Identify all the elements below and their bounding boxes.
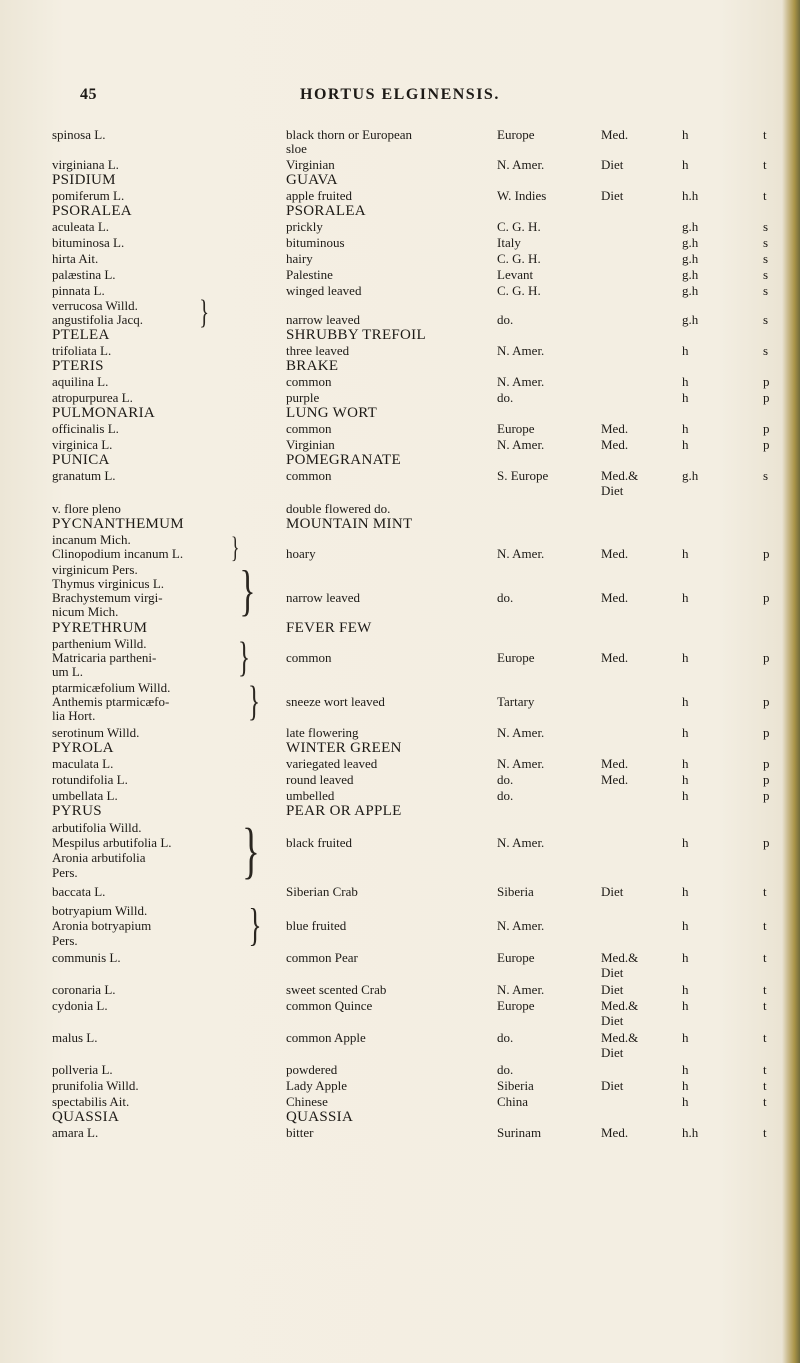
common-name: Siberian Crab [286, 884, 358, 899]
botanical-name: aculeata L. [52, 219, 110, 234]
genus-common-name: GUAVA [286, 172, 338, 188]
botanical-name: Brachystemum virgi- [52, 590, 163, 605]
duration: p [763, 374, 770, 389]
native-country: Surinam [497, 1125, 542, 1140]
culture: h [682, 374, 689, 389]
common-name: blue fruited [286, 918, 347, 933]
common-name: Palestine [286, 267, 333, 282]
native-country: N. Amer. [497, 835, 545, 850]
botanical-name: pollveria L. [52, 1062, 113, 1077]
duration: s [763, 312, 769, 327]
native-country: do. [497, 390, 514, 405]
native-country: do. [497, 1062, 514, 1077]
native-country: W. Indies [497, 188, 547, 203]
native-country: Tartary [497, 694, 535, 709]
genus-common-name: WINTER GREEN [286, 740, 402, 756]
use: Diet [601, 188, 624, 203]
culture: h [682, 157, 689, 172]
botanical-name: Matricaria partheni- [52, 650, 157, 665]
botanical-name: trifoliata L. [52, 343, 112, 358]
native-country: N. Amer. [497, 374, 545, 389]
duration: t [763, 998, 767, 1013]
use: Med.& [601, 998, 639, 1013]
common-name: bituminous [286, 235, 345, 250]
genus-common-name: PSORALEA [286, 203, 366, 219]
duration: t [763, 1094, 767, 1109]
botanical-name: cydonia L. [52, 998, 108, 1013]
use: Med. [601, 127, 629, 142]
common-name: variegated leaved [286, 756, 378, 771]
culture: h [682, 546, 689, 561]
use: Med. [601, 756, 629, 771]
duration: p [763, 421, 770, 436]
common-name: hairy [286, 251, 313, 266]
genus-common-name: QUASSIA [286, 1109, 354, 1125]
culture: h [682, 421, 689, 436]
botanical-name: bituminosa L. [52, 235, 125, 250]
botanical-name: rotundifolia L. [52, 772, 128, 787]
culture: h [682, 982, 689, 997]
native-country: Europe [497, 127, 535, 142]
common-name: sloe [286, 141, 307, 156]
native-country: do. [497, 788, 514, 803]
botanical-name: virginica L. [52, 437, 113, 452]
native-country: Europe [497, 650, 535, 665]
duration: p [763, 772, 770, 787]
common-name: purple [286, 390, 320, 405]
culture: h.h [682, 188, 699, 203]
botanical-name: pomiferum L. [52, 188, 125, 203]
duration: s [763, 468, 769, 483]
duration: p [763, 788, 770, 803]
botanical-name: ptarmicæfolium Willd. [52, 680, 171, 695]
botanical-name: officinalis L. [52, 421, 119, 436]
botanical-name: angustifolia Jacq. [52, 312, 143, 327]
botanical-name: palæstina L. [52, 267, 116, 282]
use: Med.& [601, 1030, 639, 1045]
genus-common-name: FEVER FEW [286, 620, 372, 636]
genus-name: PUNICA [52, 452, 110, 468]
common-name: common Pear [286, 950, 358, 965]
use: Diet [601, 157, 624, 172]
duration: p [763, 694, 770, 709]
culture: h [682, 1078, 689, 1093]
native-country: Siberia [497, 884, 534, 899]
duration: t [763, 1062, 767, 1077]
brace: } [230, 531, 240, 564]
duration: t [763, 982, 767, 997]
culture: h [682, 650, 689, 665]
use: Med. [601, 1125, 629, 1140]
common-name: powdered [286, 1062, 338, 1077]
common-name: common [286, 650, 332, 665]
common-name: prickly [286, 219, 323, 234]
common-name: common [286, 421, 332, 436]
botanical-name: virginicum Pers. [52, 562, 138, 577]
duration: s [763, 283, 769, 298]
common-name: narrow leaved [286, 590, 360, 605]
duration: t [763, 1078, 767, 1093]
native-country: N. Amer. [497, 725, 545, 740]
brace: } [238, 635, 251, 681]
culture: h [682, 756, 689, 771]
culture: h.h [682, 1125, 699, 1140]
duration: p [763, 756, 770, 771]
common-name: winged leaved [286, 283, 362, 298]
botanical-name: granatum L. [52, 468, 116, 483]
native-country: N. Amer. [497, 157, 545, 172]
native-country: Levant [497, 267, 534, 282]
use: Med.& [601, 950, 639, 965]
common-name: late flowering [286, 725, 359, 740]
duration: t [763, 950, 767, 965]
native-country: S. Europe [497, 468, 549, 483]
use: Diet [601, 965, 624, 980]
brace: } [241, 817, 260, 885]
use: Diet [601, 884, 624, 899]
culture: h [682, 725, 689, 740]
common-name: apple fruited [286, 188, 353, 203]
botanical-name: hirta Ait. [52, 251, 99, 266]
common-name: bitter [286, 1125, 314, 1140]
botanical-name: serotinum Willd. [52, 725, 140, 740]
duration: s [763, 219, 769, 234]
botanical-name: spectabilis Ait. [52, 1094, 130, 1109]
botanical-name: communis L. [52, 950, 121, 965]
use: Med. [601, 546, 629, 561]
botanical-name: baccata L. [52, 884, 106, 899]
genus-name: PSIDIUM [52, 172, 116, 188]
duration: s [763, 267, 769, 282]
botanical-name: pinnata L. [52, 283, 105, 298]
genus-name: PSORALEA [52, 203, 132, 219]
duration: t [763, 127, 767, 142]
botanical-name: aquilina L. [52, 374, 109, 389]
botanical-name: umbellata L. [52, 788, 118, 803]
culture: h [682, 918, 689, 933]
culture: g.h [682, 267, 699, 282]
culture: h [682, 437, 689, 452]
botanical-name: Mespilus arbutifolia L. [52, 835, 172, 850]
common-name: common Quince [286, 998, 373, 1013]
duration: p [763, 590, 770, 605]
genus-common-name: PEAR OR APPLE [286, 803, 402, 819]
native-country: do. [497, 590, 514, 605]
botanical-name: prunifolia Willd. [52, 1078, 139, 1093]
common-name: narrow leaved [286, 312, 360, 327]
duration: t [763, 157, 767, 172]
common-name: sweet scented Crab [286, 982, 387, 997]
culture: h [682, 694, 689, 709]
botanical-name: Pers. [52, 933, 78, 948]
use: Diet [601, 483, 624, 498]
native-country: do. [497, 772, 514, 787]
culture: g.h [682, 283, 699, 298]
genus-common-name: BRAKE [286, 358, 339, 374]
botanical-name: um L. [52, 664, 84, 679]
culture: g.h [682, 251, 699, 266]
common-name: double flowered do. [286, 501, 391, 516]
culture: g.h [682, 312, 699, 327]
duration: t [763, 1125, 767, 1140]
common-name: hoary [286, 546, 316, 561]
botanical-name: Clinopodium incanum L. [52, 546, 184, 561]
use: Diet [601, 1078, 624, 1093]
brace: } [248, 899, 262, 950]
duration: t [763, 188, 767, 203]
botanical-name: nicum Mich. [52, 604, 119, 619]
use: Med. [601, 421, 629, 436]
use: Med.& [601, 468, 639, 483]
common-name: sneeze wort leaved [286, 694, 385, 709]
culture: h [682, 1094, 689, 1109]
culture: h [682, 998, 689, 1013]
botanical-name: Aronia botryapium [52, 918, 152, 933]
native-country: Europe [497, 421, 535, 436]
botanical-name: parthenium Willd. [52, 636, 147, 651]
culture: h [682, 835, 689, 850]
use: Diet [601, 982, 624, 997]
common-name: common [286, 468, 332, 483]
native-country: N. Amer. [497, 343, 545, 358]
duration: p [763, 650, 770, 665]
botanical-name: incanum Mich. [52, 532, 131, 547]
botanical-name: maculata L. [52, 756, 114, 771]
genus-name: QUASSIA [52, 1109, 120, 1125]
common-name: round leaved [286, 772, 354, 787]
culture: h [682, 1030, 689, 1045]
common-name: three leaved [286, 343, 350, 358]
culture: h [682, 590, 689, 605]
duration: s [763, 235, 769, 250]
botanical-name: Pers. [52, 865, 78, 880]
genus-name: PYRUS [52, 803, 102, 819]
botanical-name: amara L. [52, 1125, 99, 1140]
common-name: Virginian [286, 157, 335, 172]
botanical-name: virginiana L. [52, 157, 119, 172]
native-country: Europe [497, 998, 535, 1013]
common-name: Lady Apple [286, 1078, 348, 1093]
genus-common-name: LUNG WORT [286, 405, 378, 421]
culture: h [682, 390, 689, 405]
common-name: Virginian [286, 437, 335, 452]
culture: h [682, 884, 689, 899]
culture: h [682, 950, 689, 965]
native-country: do. [497, 1030, 514, 1045]
duration: s [763, 343, 769, 358]
botanical-name: atropurpurea L. [52, 390, 133, 405]
genus-common-name: SHRUBBY TREFOIL [286, 327, 426, 343]
common-name: umbelled [286, 788, 335, 803]
native-country: N. Amer. [497, 437, 545, 452]
genus-common-name: POMEGRANATE [286, 452, 401, 468]
genus-name: PTELEA [52, 327, 110, 343]
page-edge [782, 0, 800, 1363]
native-country: N. Amer. [497, 982, 545, 997]
botanical-name: verrucosa Willd. [52, 298, 138, 313]
culture: h [682, 1062, 689, 1077]
native-country: do. [497, 312, 514, 327]
native-country: C. G. H. [497, 219, 541, 234]
botanical-name: Aronia arbutifolia [52, 850, 146, 865]
genus-name: PYCNANTHEMUM [52, 516, 184, 532]
culture: g.h [682, 235, 699, 250]
duration: t [763, 884, 767, 899]
native-country: Europe [497, 950, 535, 965]
common-name: common Apple [286, 1030, 366, 1045]
native-country: N. Amer. [497, 918, 545, 933]
native-country: C. G. H. [497, 251, 541, 266]
genus-common-name: MOUNTAIN MINT [286, 516, 413, 532]
botanical-name: spinosa L. [52, 127, 106, 142]
native-country: Siberia [497, 1078, 534, 1093]
brace: } [239, 560, 256, 622]
native-country: China [497, 1094, 529, 1109]
botanical-name: coronaria L. [52, 982, 116, 997]
common-name: common [286, 374, 332, 389]
native-country: C. G. H. [497, 283, 541, 298]
botanical-name: Anthemis ptarmicæfo- [52, 694, 170, 709]
culture: h [682, 343, 689, 358]
use: Diet [601, 1013, 624, 1028]
common-name: black fruited [286, 835, 353, 850]
genus-name: PYRETHRUM [52, 620, 148, 636]
common-name: Chinese [286, 1094, 328, 1109]
botanical-name: v. flore pleno [52, 501, 121, 516]
duration: p [763, 835, 770, 850]
botanical-name: malus L. [52, 1030, 98, 1045]
culture: g.h [682, 468, 699, 483]
use: Med. [601, 590, 629, 605]
botanical-name: botryapium Willd. [52, 903, 148, 918]
culture: h [682, 127, 689, 142]
running-title: HORTUS ELGINENSIS. [300, 86, 500, 103]
genus-name: PYROLA [52, 740, 114, 756]
botanical-name: lia Hort. [52, 708, 96, 723]
duration: s [763, 251, 769, 266]
culture: h [682, 772, 689, 787]
duration: t [763, 1030, 767, 1045]
use: Med. [601, 772, 629, 787]
culture: g.h [682, 219, 699, 234]
duration: p [763, 546, 770, 561]
botanical-name: arbutifolia Willd. [52, 820, 142, 835]
native-country: N. Amer. [497, 756, 545, 771]
duration: p [763, 725, 770, 740]
botanical-name: Thymus virginicus L. [52, 576, 165, 591]
duration: t [763, 918, 767, 933]
use: Diet [601, 1045, 624, 1060]
native-country: N. Amer. [497, 546, 545, 561]
common-name: black thorn or European [286, 127, 412, 142]
culture: h [682, 788, 689, 803]
use: Med. [601, 437, 629, 452]
native-country: Italy [497, 235, 521, 250]
genus-name: PULMONARIA [52, 405, 156, 421]
use: Med. [601, 650, 629, 665]
duration: p [763, 390, 770, 405]
genus-name: PTERIS [52, 358, 104, 374]
duration: p [763, 437, 770, 452]
brace: } [248, 679, 261, 725]
page-number: 45 [80, 86, 97, 103]
brace: } [199, 294, 210, 331]
